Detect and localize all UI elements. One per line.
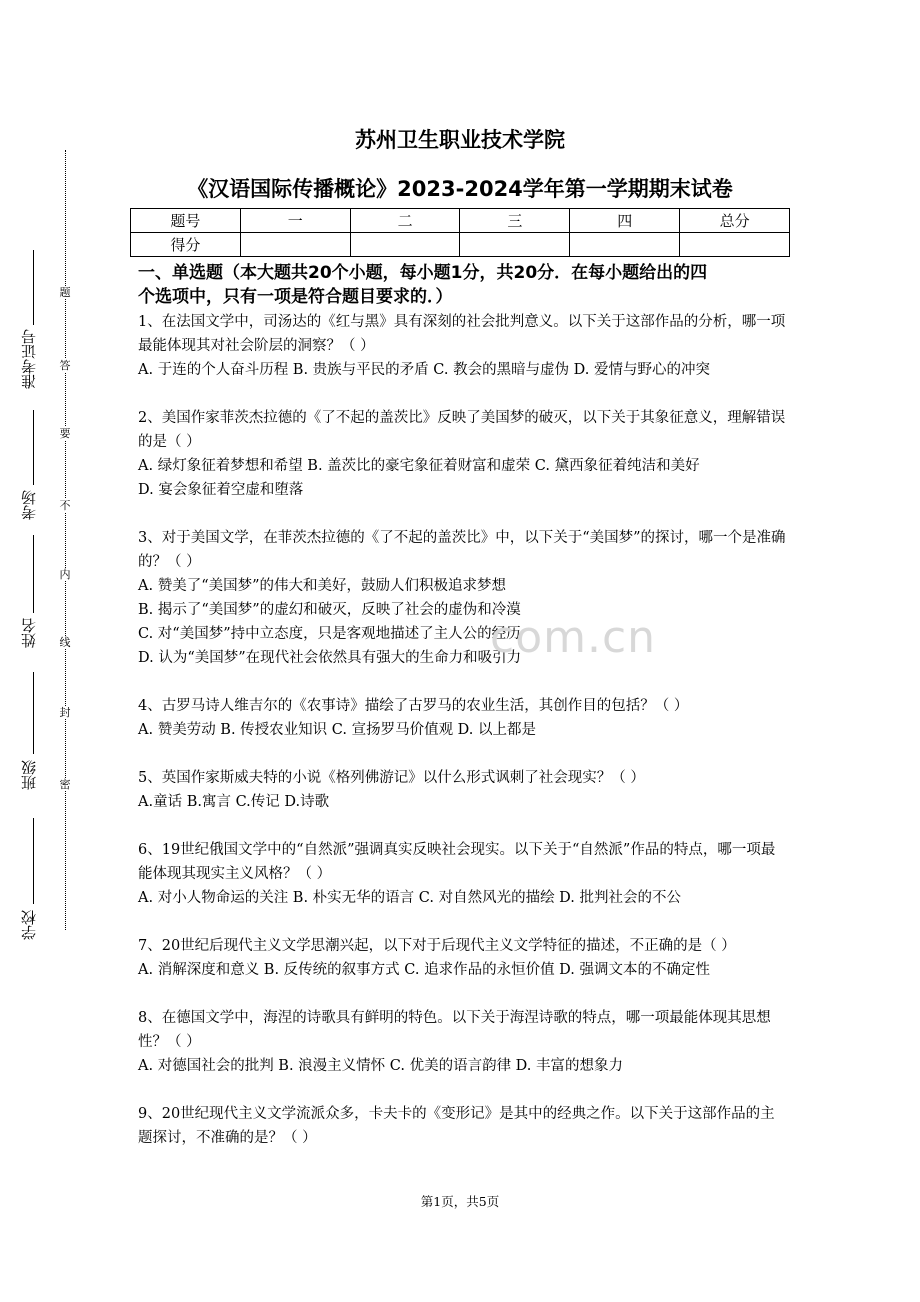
field-line-school[interactable] — [33, 818, 34, 904]
field-label-exam-id: 准考证号 — [20, 329, 38, 389]
question-stem: 7、20世纪后现代主义文学思潮兴起，以下对于后现代主义文学特征的描述，不正确的是（ ） — [138, 938, 736, 954]
question-options: A.童话 B.寓言 C.传记 D.诗歌 — [138, 794, 330, 810]
section-heading — [138, 261, 798, 309]
seal-char: 要 — [59, 427, 71, 440]
question-options: A. 于连的个人奋斗历程 B. 贵族与平民的矛盾 C. 教会的黑暗与虚伪 D. 爱情与野心的冲突 — [138, 362, 711, 378]
question-option: D. 认为“美国梦”在现代社会依然具有强大的生命力和吸引力 — [138, 650, 522, 666]
field-line-exam-id[interactable] — [33, 250, 34, 325]
field-line-class[interactable] — [33, 672, 34, 754]
school-name: 苏州卫生职业技术学院 — [355, 128, 565, 152]
question-item — [138, 1006, 788, 1078]
seal-char: 不 — [59, 499, 71, 512]
question-stem: 2、美国作家菲茨杰拉德的《了不起的盖茨比》反映了美国梦的破灭，以下关于其象征意义，理解错误的是（ ） — [138, 410, 786, 450]
question-item — [138, 310, 788, 382]
score-cell[interactable] — [460, 233, 570, 257]
watermark: com.cn — [490, 612, 657, 663]
question-list — [138, 310, 788, 1174]
section-heading-line: 一、单选题（本大题共20个小题，每小题1分，共20分．在每小题给出的四 — [138, 263, 708, 283]
field-line-name[interactable] — [33, 535, 34, 613]
score-cell[interactable] — [350, 233, 460, 257]
question-stem: 6、19世纪俄国文学中的“自然派”强调真实反映社会现实。以下关于“自然派”作品的特点，哪一项最能体现其现实主义风格？（ ） — [138, 842, 776, 882]
question-options: A. 赞美劳动 B. 传授农业知识 C. 宣扬罗马价值观 D. 以上都是 — [138, 722, 537, 738]
binding-dotted-line — [65, 150, 66, 930]
seal-char: 封 — [59, 706, 71, 719]
field-line-exam-room[interactable] — [33, 410, 34, 485]
score-header-cell: 二 — [350, 209, 460, 233]
score-header-cell: 四 — [570, 209, 680, 233]
score-header-cell: 总分 — [680, 209, 790, 233]
seal-char: 题 — [59, 286, 71, 299]
question-stem: 8、在德国文学中，海涅的诗歌具有鲜明的特色。以下关于海涅诗歌的特点，哪一项最能体现其思想性？（ ） — [138, 1010, 771, 1050]
paper-title: 《汉语国际传播概论》2023-2024学年第一学期期末试卷 — [187, 177, 733, 201]
seal-char: 线 — [59, 636, 71, 649]
question-item — [138, 406, 788, 502]
question-stem: 1、在法国文学中，司汤达的《红与黑》具有深刻的社会批判意义。以下关于这部作品的分析，哪一项最能体现其对社会阶层的洞察？（ ） — [138, 314, 786, 354]
page-footer: 第1页，共5页 — [420, 1194, 500, 1209]
question-options: A. 绿灯象征着梦想和希望 B. 盖茨比的豪宅象征着财富和虚荣 C. 黛西象征着纯洁和美好 — [138, 458, 700, 474]
question-stem: 3、对于美国文学，在菲茨杰拉德的《了不起的盖茨比》中，以下关于“美国梦”的探讨，哪一个是准确的？（ ） — [138, 530, 786, 570]
field-label-class: 班级 — [20, 760, 38, 790]
score-cell[interactable] — [680, 233, 790, 257]
question-stem: 4、古罗马诗人维吉尔的《农事诗》描绘了古罗马的农业生活，其创作目的包括？（ ） — [138, 698, 689, 714]
question-option: B. 揭示了“美国梦”的虚幻和破灭，反映了社会的虚伪和冷漠 — [138, 602, 521, 618]
question-stem: 9、20世纪现代主义文学流派众多，卡夫卡的《变形记》是其中的经典之作。以下关于这部作品的主题探讨，不准确的是？（ ） — [138, 1106, 775, 1146]
question-item — [138, 694, 788, 742]
score-header-cell: 三 — [460, 209, 570, 233]
question-options: A. 对小人物命运的关注 B. 朴实无华的语言 C. 对自然风光的描绘 D. 批判社会的不公 — [138, 890, 682, 906]
question-item — [138, 1102, 788, 1150]
question-options: D. 宴会象征着空虚和堕落 — [138, 482, 304, 498]
field-label-exam-room: 考场 — [20, 490, 38, 520]
question-item — [138, 526, 788, 670]
section-heading-line: 个选项中，只有一项是符合题目要求的．） — [138, 287, 453, 307]
seal-char: 内 — [59, 568, 71, 581]
question-options: A. 消解深度和意义 B. 反传统的叙事方式 C. 追求作品的永恒价值 D. 强调文本的不确定性 — [138, 962, 711, 978]
seal-char: 密 — [59, 778, 71, 791]
score-row-label: 得分 — [131, 233, 241, 257]
question-option: C. 对“美国梦”持中立态度，只是客观地描述了主人公的经历 — [138, 626, 521, 642]
question-options: A. 对德国社会的批判 B. 浪漫主义情怀 C. 优美的语言韵律 D. 丰富的想象力 — [138, 1058, 624, 1074]
score-cell[interactable] — [570, 233, 680, 257]
score-header-cell: 一 — [240, 209, 350, 233]
question-stem: 5、英国作家斯威夫特的小说《格列佛游记》以什么形式讽刺了社会现实？（ ） — [138, 770, 645, 786]
question-item — [138, 838, 788, 910]
question-item — [138, 934, 788, 982]
score-header-cell: 题号 — [131, 209, 241, 233]
question-option: A. 赞美了“美国梦”的伟大和美好，鼓励人们积极追求梦想 — [138, 578, 507, 594]
score-table — [130, 208, 790, 257]
field-label-school: 学校 — [20, 910, 38, 940]
score-cell[interactable] — [240, 233, 350, 257]
field-label-name: 姓名 — [20, 618, 38, 648]
seal-char: 答 — [59, 359, 71, 372]
question-item — [138, 766, 788, 814]
